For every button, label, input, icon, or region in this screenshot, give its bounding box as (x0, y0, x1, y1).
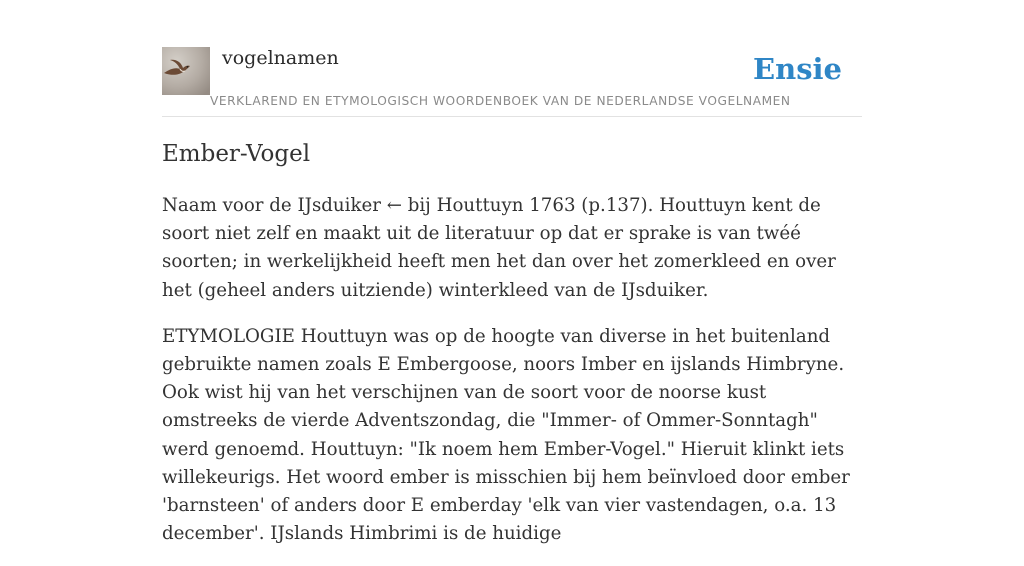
entry-paragraph-definition: Naam voor de IJsduiker ← bij Houttuyn 1763 (p.137). Houttuyn kent de soort niet zelf en maakt uit de literatuur op dat er sprake is van twéé soorten; in werkelijkheid heeft men het dan over het zomerkleed en over het (geheel anders uitziende) winterkleed van de IJsduiker. (162, 195, 836, 301)
site-subtitle: VERKLAREND EN ETYMOLOGISCH WOORDENBOEK VAN DE NEDERLANDSE VOGELNAMEN (210, 94, 791, 108)
entry-title: Ember-Vogel (162, 141, 311, 167)
site-name-link[interactable]: vogelnamen (222, 47, 339, 69)
ensie-logo-link[interactable]: Ensie (753, 52, 842, 86)
entry-paragraph-etymology: ETYMOLOGIE Houttuyn was op de hoogte van diverse in het buitenland gebruikte namen zoals E Embergoose, noors Imber en ijslands Himbryne. Ook wist hij van het verschijnen van de soort voor de noorse kust omstreeks de vierde Adventszondag, die "Immer- of Ommer-Sonntagh" werd genoemd. Houttuyn: "Ik noem hem Ember-Vogel." Hieruit klinkt iets willekeurigs. Het woord ember is misschien bij hem beïnvloed door ember 'barnsteen' of anders door E emberday 'elk van vier vastendagen, o.a. 13 december'. IJslands Himbrimi is de huidige (162, 325, 850, 545)
bird-avatar-icon[interactable] (162, 47, 210, 95)
entry-content (162, 138, 864, 566)
site-header (162, 46, 862, 117)
